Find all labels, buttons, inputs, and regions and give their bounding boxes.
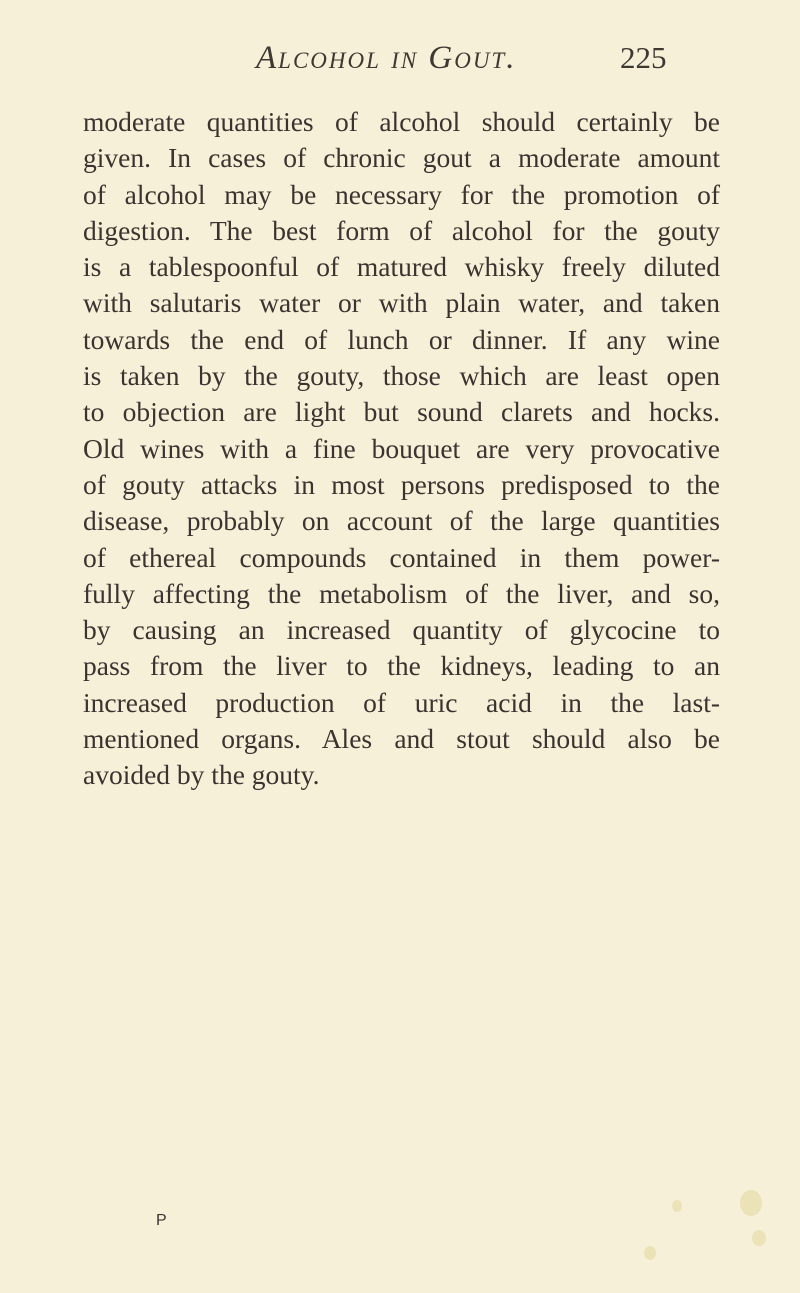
- text-line: moderate quantities of alcohol should certainly be: [83, 106, 720, 137]
- text-line: avoided by the gouty.: [83, 759, 320, 791]
- text-line: is a tablespoonful of matured whisky freely diluted: [83, 251, 720, 283]
- signature-mark: P: [156, 1212, 167, 1229]
- text-line: disease, probably on account of the large quantities: [83, 505, 720, 537]
- text-line: fully affecting the metabolism of the liver, and so,: [83, 577, 720, 609]
- text-line: digestion. The best form of alcohol for the gouty: [83, 214, 720, 246]
- text-line: mentioned organs. Ales and stout should also be: [83, 723, 720, 755]
- text-line: by causing an increased quantity of glycocine to: [83, 614, 720, 646]
- text-line: increased production of uric acid in the last-: [83, 686, 720, 718]
- text-line: with salutaris water or with plain water, and taken: [83, 287, 720, 319]
- running-head: [0, 40, 800, 80]
- text-line: of gouty attacks in most persons predisposed to the: [83, 468, 720, 500]
- foxing-stain: [740, 1190, 762, 1216]
- foxing-stain: [752, 1230, 766, 1246]
- body-paragraph: [83, 104, 720, 794]
- text-line: to objection are light but sound clarets and hocks.: [83, 396, 720, 428]
- text-line: is taken by the gouty, those which are least open: [83, 360, 720, 392]
- text-line: of alcohol may be necessary for the promotion of: [83, 178, 720, 210]
- text-line: pass from the liver to the kidneys, leading to an: [83, 650, 720, 682]
- running-title: Alcohol in Gout.: [256, 40, 517, 76]
- text-line: of ethereal compounds contained in them power-: [83, 541, 720, 573]
- text-line: given. In cases of chronic gout a moderate amount: [83, 142, 720, 174]
- text-line: Old wines with a fine bouquet are very provocative: [83, 432, 720, 464]
- text-line: towards the end of lunch or dinner. If any wine: [83, 323, 720, 355]
- foxing-stain: [644, 1246, 656, 1260]
- foxing-stain: [672, 1200, 682, 1212]
- page-number: 225: [620, 40, 667, 75]
